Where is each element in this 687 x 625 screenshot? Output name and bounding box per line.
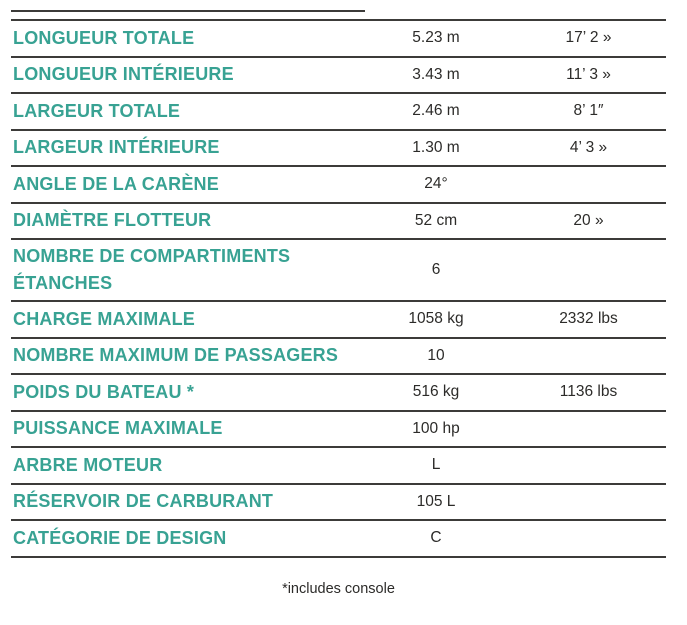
spec-label: NOMBRE MAXIMUM DE PASSAGERS (13, 345, 339, 366)
spec-value-metric: 3.43 m (412, 65, 460, 83)
table-row (11, 56, 666, 93)
spec-label: LONGUEUR INTÉRIEURE (13, 64, 234, 85)
table-row (11, 410, 666, 447)
spec-value-metric: 52 cm (414, 211, 458, 229)
spec-table (11, 19, 666, 558)
table-row (11, 238, 666, 300)
spec-label: DIAMÈTRE FLOTTEUR (13, 210, 212, 231)
spec-value-imperial: 4’ 3 » (569, 138, 608, 156)
spec-value-metric: 10 (427, 346, 445, 364)
spec-label: ANGLE DE LA CARÈNE (13, 173, 219, 194)
spec-label: RÉSERVOIR DE CARBURANT (13, 491, 274, 512)
table-row (11, 446, 666, 483)
spec-value-metric: 1.30 m (412, 138, 460, 156)
spec-label: CHARGE MAXIMALE (13, 308, 195, 329)
spec-value-metric: 5.23 m (412, 29, 460, 47)
table-row (11, 373, 666, 410)
spec-value-metric: 100 hp (412, 419, 460, 437)
spec-label: POIDS DU BATEAU * (13, 381, 195, 402)
spec-value-imperial: 17’ 2 » (565, 29, 612, 47)
spec-label: ARBRE MOTEUR (13, 454, 163, 475)
table-row (11, 92, 666, 129)
spec-value-metric: 1058 kg (408, 310, 464, 328)
spec-value-metric: 24° (424, 175, 448, 193)
spec-value-imperial: 11’ 3 » (566, 65, 611, 83)
table-row (11, 165, 666, 202)
table-row (11, 519, 666, 556)
table-row (11, 483, 666, 520)
spec-label: PUISSANCE MAXIMALE (13, 418, 223, 439)
spec-value-metric: L (431, 456, 441, 474)
spec-value-imperial: 2332 lbs (559, 310, 618, 328)
top-accent-line (11, 10, 365, 12)
spec-label: LARGEUR TOTALE (13, 100, 181, 121)
spec-value-metric: 6 (431, 261, 441, 278)
spec-label: NOMBRE DE COMPARTIMENTS ÉTANCHES (13, 246, 291, 293)
boat-spec-sheet (11, 10, 666, 597)
spec-value-metric: C (430, 529, 442, 547)
spec-value-imperial: 1136 lbs (559, 383, 618, 401)
spec-value-metric: 516 kg (412, 383, 460, 401)
spec-value-imperial: 8’ 1″ (573, 102, 604, 120)
spec-label: LONGUEUR TOTALE (13, 27, 195, 48)
table-row (11, 300, 666, 337)
table-row (11, 19, 666, 56)
spec-label: CATÉGORIE DE DESIGN (13, 527, 227, 548)
table-row (11, 129, 666, 166)
spec-value-metric: 2.46 m (412, 102, 460, 120)
spec-value-imperial: 20 » (573, 211, 604, 229)
table-row (11, 202, 666, 239)
table-row (11, 337, 666, 374)
spec-label: LARGEUR INTÉRIEURE (13, 137, 220, 158)
spec-value-metric: 105 L (416, 492, 456, 510)
footnote: *includes console (282, 580, 395, 597)
